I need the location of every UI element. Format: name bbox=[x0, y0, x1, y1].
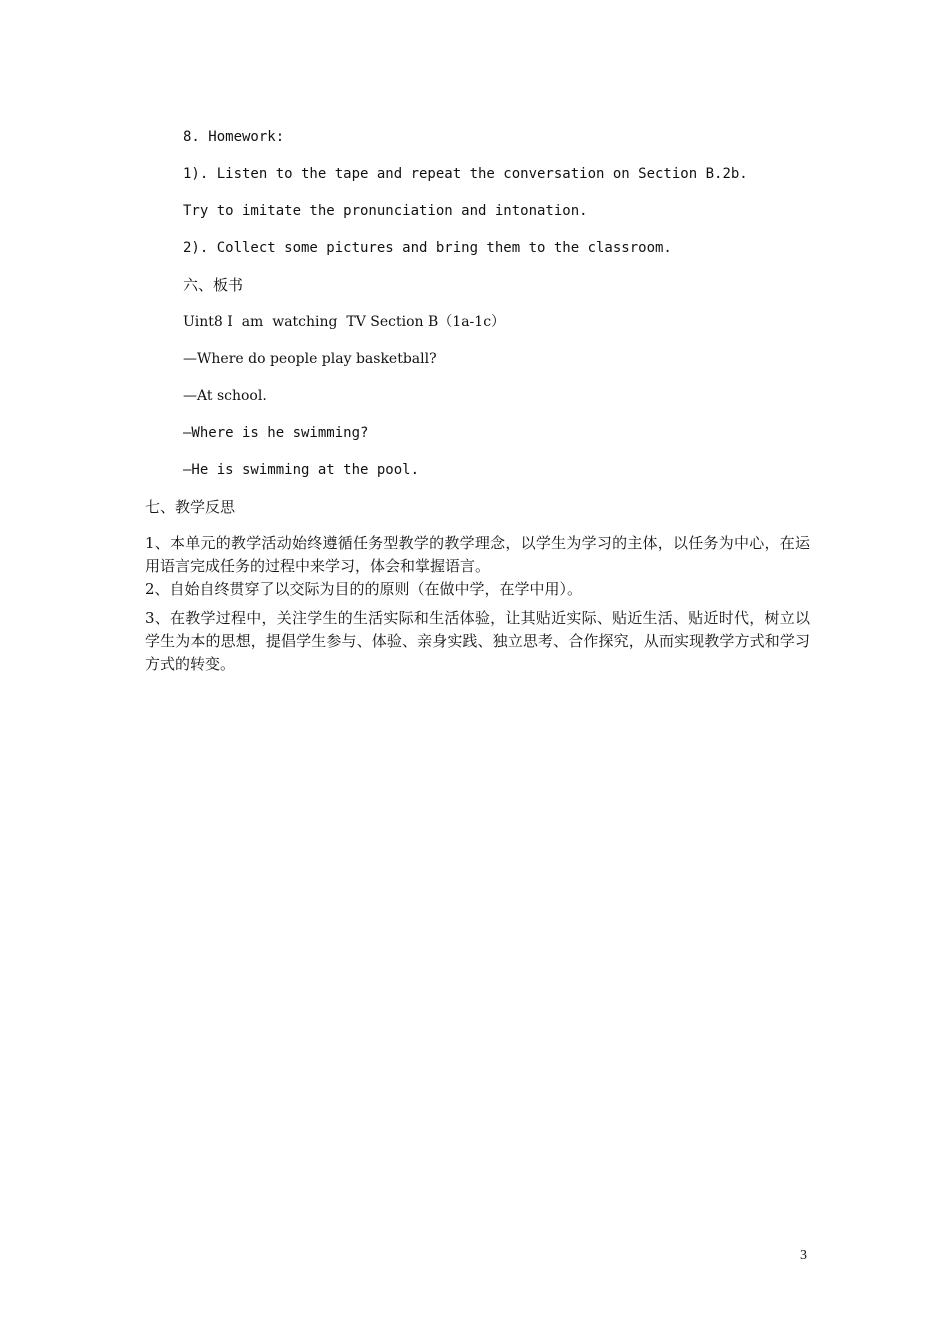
blackboard-heading: 六、板书 bbox=[183, 276, 244, 294]
blackboard-line-2: —At school. bbox=[183, 388, 267, 404]
reflection-heading: 七、教学反思 bbox=[145, 498, 236, 516]
homework-item-2: 2). Collect some pictures and bring them to the classroom. bbox=[183, 240, 672, 256]
blackboard-line-4: —He is swimming at the pool. bbox=[183, 462, 420, 478]
homework-title: 8. Homework: bbox=[183, 129, 285, 145]
blackboard-line-3: —Where is he swimming? bbox=[183, 425, 369, 441]
reflection-paragraph-2: 2、自始自终贯穿了以交际为目的的原则（在做中学，在学中用）。 bbox=[145, 580, 583, 598]
reflection-paragraph-3: 3、在教学过程中，关注学生的生活实际和生活体验，让其贴近实际、贴近生活、贴近时代，树立以学生为本的思想，提倡学生参与、体验、亲身实践、独立思考、合作探究，从而实现教学方式和学习方式的转变。 bbox=[145, 609, 810, 673]
blackboard-title: Uint8 I am watching TV Section B（1a-1c） bbox=[183, 314, 506, 330]
homework-item-1: 1). Listen to the tape and repeat the conversation on Section B.2b. bbox=[183, 166, 748, 182]
reflection-paragraph-1: 1、本单元的教学活动始终遵循任务型教学的教学理念，以学生为学习的主体，以任务为中心，在运用语言完成任务的过程中来学习，体会和掌握语言。 bbox=[145, 534, 810, 575]
homework-item-1-continued: Try to imitate the pronunciation and intonation. bbox=[183, 203, 588, 219]
blackboard-line-1: —Where do people play basketball? bbox=[183, 351, 437, 367]
page-number: 3 bbox=[800, 1248, 807, 1263]
